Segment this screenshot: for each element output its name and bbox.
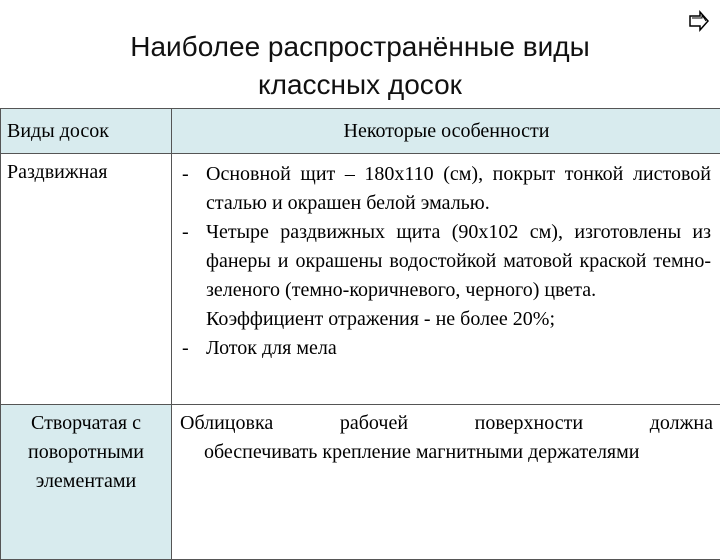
feature-text: Коэффициент отражения - не более 20%; xyxy=(206,305,711,334)
feature-item xyxy=(182,160,711,218)
feature-text: Четыре раздвижных щита (90х102 см), изготовлены из фанеры и окрашены водостойкой матовой краской темно-зеленого (темно-коричневого, черного) цвета. xyxy=(206,218,711,305)
feature-item xyxy=(182,334,711,363)
feature-item xyxy=(182,305,711,334)
title-line-1: Наиболее распространённые виды xyxy=(40,28,680,66)
board-features-cell xyxy=(172,154,720,405)
header-cell-type: Виды досок xyxy=(1,109,172,154)
table-header-row xyxy=(1,109,720,154)
list-dash xyxy=(182,305,206,334)
table-row xyxy=(1,154,720,405)
boards-table xyxy=(0,108,720,560)
table-row xyxy=(1,405,720,560)
feature-item xyxy=(182,218,711,305)
list-dash: - xyxy=(182,218,206,305)
board-features-cell xyxy=(172,405,720,560)
board-type-cell: Створчатая с поворотными элементами xyxy=(1,405,172,560)
feature-text-line-1: Облицовка рабочей поверхности должна xyxy=(180,409,713,438)
title-line-2: классных досок xyxy=(40,66,680,104)
page-title xyxy=(40,28,680,104)
feature-text-rest: обеспечивать крепление магнитными держателями xyxy=(180,438,713,467)
list-dash: - xyxy=(182,334,206,363)
feature-text: Основной щит – 180х110 (см), покрыт тонкой листовой сталью и окрашен белой эмалью. xyxy=(206,160,711,218)
board-type-cell: Раздвижная xyxy=(1,154,172,405)
feature-text: Лоток для мела xyxy=(206,334,711,363)
list-dash: - xyxy=(182,160,206,218)
header-cell-features: Некоторые особенности xyxy=(172,109,720,154)
next-slide-icon[interactable] xyxy=(688,10,710,32)
